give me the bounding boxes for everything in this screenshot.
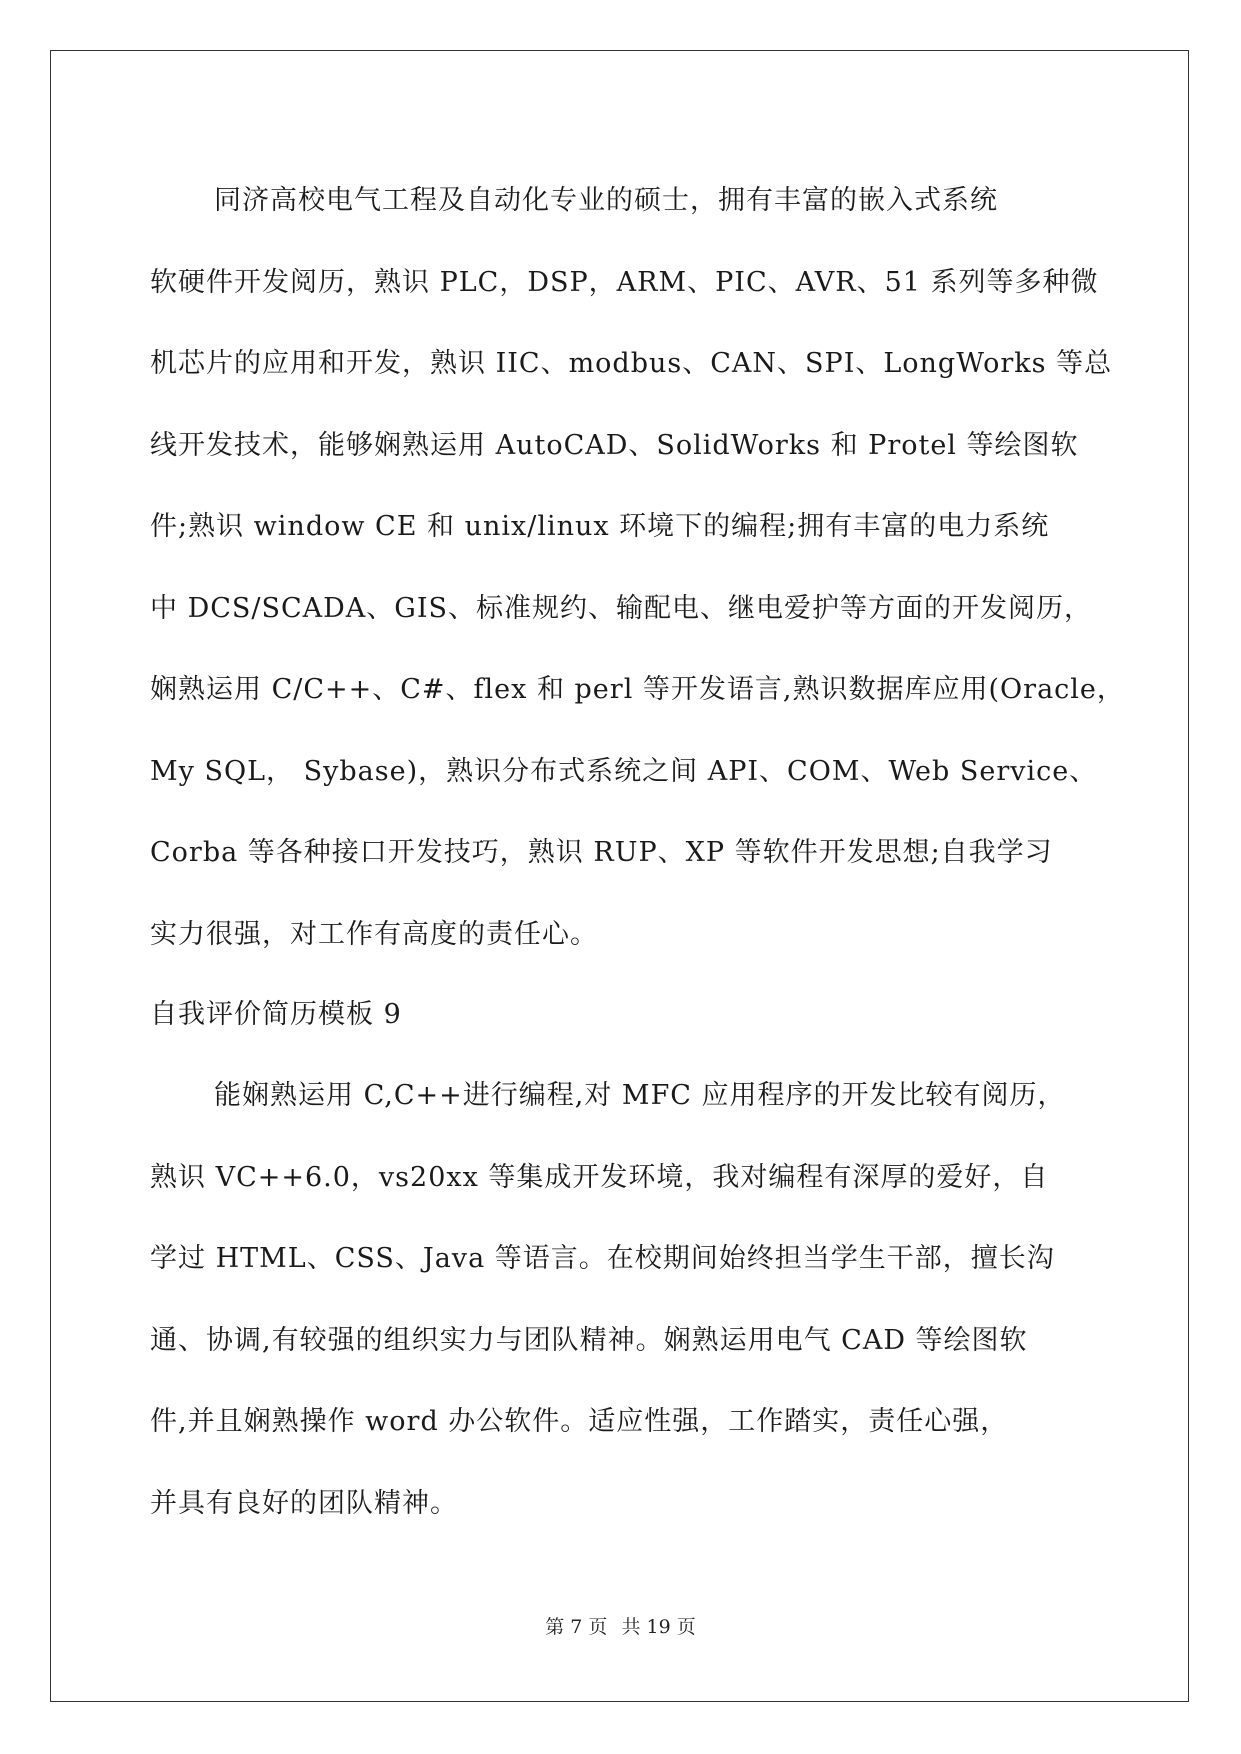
paragraph-line: 同济高校电气工程及自动化专业的硕士，拥有丰富的嵌入式系统 (214, 185, 998, 216)
paragraph-line: Corba 等各种接口开发技巧，熟识 RUP、XP 等软件开发思想;自我学习 (150, 837, 1053, 868)
document-body (150, 160, 1125, 1544)
page-total: 共 19 页 (621, 1616, 696, 1638)
paragraph-line: 学过 HTML、CSS、Java 等语言。在校期间始终担当学生干部，擅长沟 (150, 1243, 1055, 1274)
paragraph-line: 中 DCS/SCADA、GIS、标准规约、输配电、继电爱护等方面的开发阅历， (150, 592, 1093, 624)
paragraph-line: 并具有良好的团队精神。 (150, 1487, 458, 1519)
paragraph-line: 件;熟识 window CE 和 unix/linux 环境下的编程;拥有丰富的电力系统 (150, 511, 1050, 542)
paragraph-line: 熟识 VC++6.0，vs20xx 等集成开发环境，我对编程有深厚的爱好，自 (150, 1161, 1049, 1193)
paragraph-line: 软硬件开发阅历，熟识 PLC，DSP，ARM、PIC、AVR、51 系列等多种微 (150, 266, 1099, 298)
paragraph-line: 件,并且娴熟操作 word 办公软件。适应性强，工作踏实，责任心强， (150, 1406, 1009, 1437)
paragraph-2 (150, 1055, 1090, 1544)
page-number: 第 7 页 (545, 1616, 608, 1638)
paragraph-1 (150, 160, 1125, 975)
paragraph-line: 娴熟运用 C/C++、C#、flex 和 perl 等开发语言,熟识数据库应用(Oracle， (150, 674, 1125, 705)
paragraph-line: 机芯片的应用和开发，熟识 IIC、modbus、CAN、SPI、LongWorks 等总 (150, 348, 1113, 379)
paragraph-line: My SQL， Sybase)，熟识分布式系统之间 API、COM、Web Service、 (150, 755, 1098, 787)
paragraph-line: 实力很强，对工作有高度的责任心。 (150, 918, 598, 950)
page-footer (0, 1612, 1241, 1639)
section-heading: 自我评价简历模板 9 (150, 999, 402, 1030)
paragraph-line: 能娴熟运用 C,C++进行编程,对 MFC 应用程序的开发比较有阅历， (214, 1080, 1066, 1111)
paragraph-line: 通、协调,有较强的组织实力与团队精神。娴熟运用电气 CAD 等绘图软 (150, 1324, 1028, 1356)
paragraph-line: 线开发技术，能够娴熟运用 AutoCAD、SolidWorks 和 Protel 等绘图软 (150, 429, 1079, 461)
